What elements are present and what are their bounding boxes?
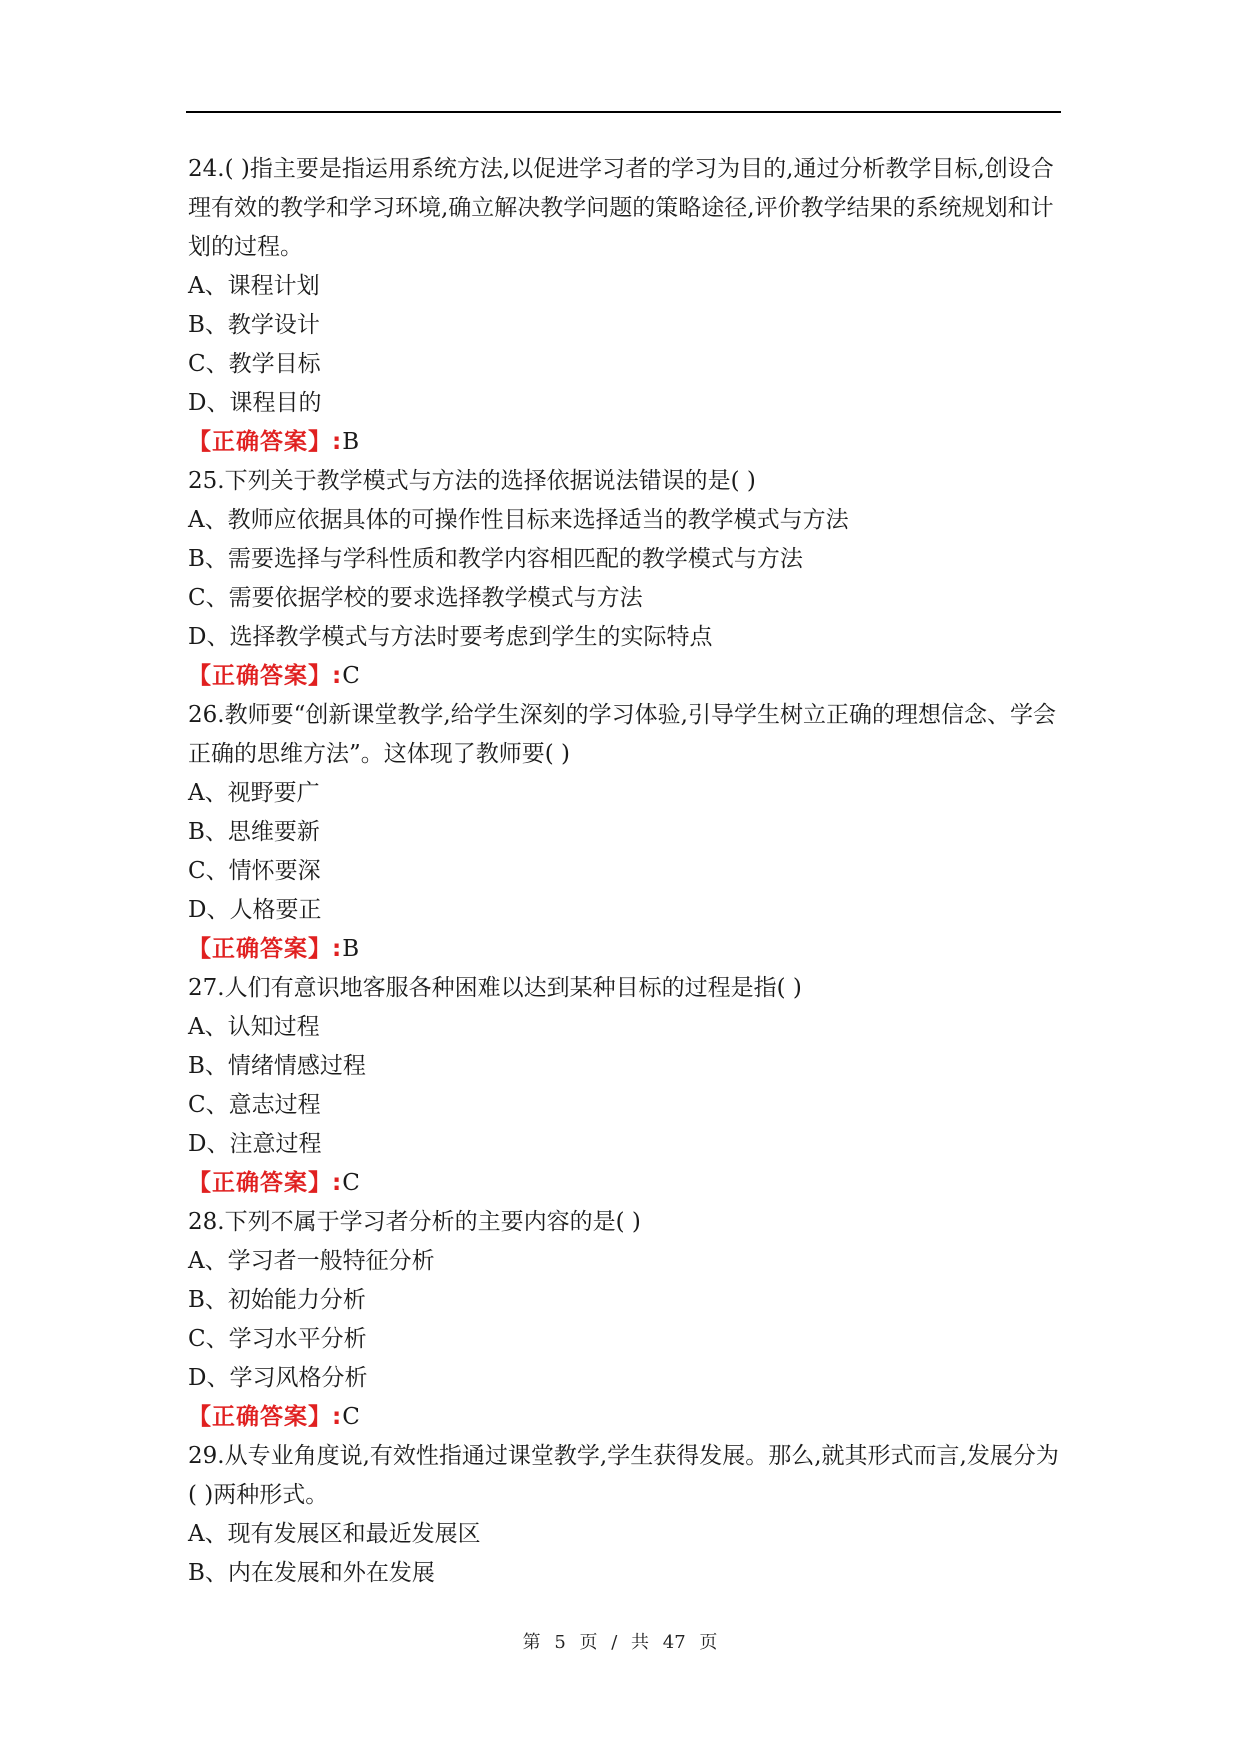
option-b: B、初始能力分析 <box>188 1287 366 1313</box>
answer-line <box>188 657 1060 696</box>
answer-label: 【正确答案】: <box>188 663 343 689</box>
option-c: C、学习水平分析 <box>188 1326 367 1352</box>
footer-separator: / <box>611 1632 618 1653</box>
question-stem: 25.下列关于教学模式与方法的选择依据说法错误的是( ) <box>188 468 756 494</box>
answer-value: C <box>342 1404 360 1430</box>
question-stem: 27.人们有意识地客服各种困难以达到某种目标的过程是指( ) <box>188 975 802 1001</box>
header-rule <box>186 111 1061 113</box>
footer-total-pages: 47 <box>662 1632 686 1653</box>
question-stem: 24.( )指主要是指运用系统方法,以促进学习者的学习为目的,通过分析教学目标,创设合理有效的教学和学习环境,确立解决教学问题的策略途径,评价教学结果的系统规划和计划的过程。 <box>188 156 1054 260</box>
question-24 <box>188 150 1060 462</box>
option-b: B、需要选择与学科性质和教学内容相匹配的教学模式与方法 <box>188 546 803 572</box>
question-stem: 28.下列不属于学习者分析的主要内容的是( ) <box>188 1209 641 1235</box>
footer-total-prefix: 共 <box>631 1632 650 1653</box>
question-stem: 26.教师要“创新课堂教学,给学生深刻的学习体验,引导学生树立正确的理想信念、学会正确的思维方法”。这体现了教师要( ) <box>188 702 1056 767</box>
answer-value: B <box>342 936 360 962</box>
option-b: B、内在发展和外在发展 <box>188 1560 435 1586</box>
footer-total-suffix: 页 <box>699 1632 718 1653</box>
answer-line <box>188 1398 1060 1437</box>
answer-value: B <box>342 429 360 455</box>
question-25 <box>188 462 1060 696</box>
option-a: A、学习者一般特征分析 <box>188 1248 435 1274</box>
option-d: D、课程目的 <box>188 390 322 416</box>
option-a: A、现有发展区和最近发展区 <box>188 1521 481 1547</box>
answer-line <box>188 1164 1060 1203</box>
answer-label: 【正确答案】: <box>188 429 343 455</box>
option-c: C、教学目标 <box>188 351 321 377</box>
answer-label: 【正确答案】: <box>188 1404 343 1430</box>
option-b: B、情绪情感过程 <box>188 1053 366 1079</box>
answer-line <box>188 423 1060 462</box>
option-d: D、选择教学模式与方法时要考虑到学生的实际特点 <box>188 624 713 650</box>
option-c: C、情怀要深 <box>188 858 321 884</box>
option-a: A、课程计划 <box>188 273 320 299</box>
option-c: C、需要依据学校的要求选择教学模式与方法 <box>188 585 643 611</box>
footer-prefix: 第 <box>522 1632 541 1653</box>
answer-label: 【正确答案】: <box>188 936 343 962</box>
answer-value: C <box>342 1170 360 1196</box>
option-a: A、教师应依据具体的可操作性目标来选择适当的教学模式与方法 <box>188 507 849 533</box>
option-d: D、人格要正 <box>188 897 322 923</box>
question-list <box>188 150 1060 1593</box>
option-b: B、思维要新 <box>188 819 320 845</box>
footer-page-word: 页 <box>579 1632 598 1653</box>
question-27 <box>188 969 1060 1203</box>
option-d: D、注意过程 <box>188 1131 322 1157</box>
answer-value: C <box>342 663 360 689</box>
question-stem: 29.从专业角度说,有效性指通过课堂教学,学生获得发展。那么,就其形式而言,发展分为( )两种形式。 <box>188 1443 1059 1508</box>
footer-current-page: 5 <box>554 1632 566 1653</box>
question-29 <box>188 1437 1060 1593</box>
option-d: D、学习风格分析 <box>188 1365 368 1391</box>
answer-label: 【正确答案】: <box>188 1170 343 1196</box>
answer-line <box>188 930 1060 969</box>
page-footer <box>0 1628 1240 1654</box>
option-a: A、认知过程 <box>188 1014 320 1040</box>
option-b: B、教学设计 <box>188 312 320 338</box>
question-26 <box>188 696 1060 969</box>
option-c: C、意志过程 <box>188 1092 321 1118</box>
question-28 <box>188 1203 1060 1437</box>
option-a: A、视野要广 <box>188 780 320 806</box>
